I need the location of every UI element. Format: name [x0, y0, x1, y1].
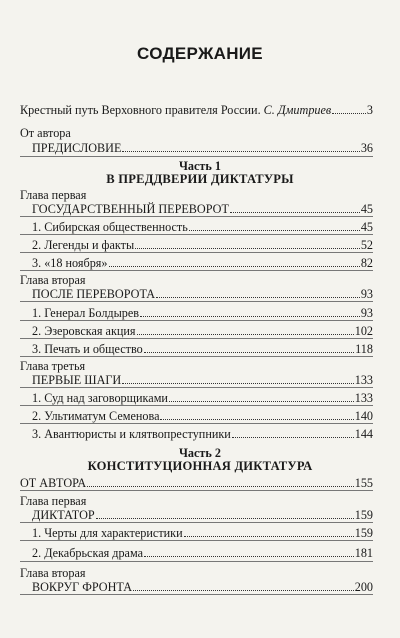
divider: [20, 216, 373, 217]
entry-title: ВОКРУГ ФРОНТА: [32, 580, 133, 594]
divider: [20, 156, 373, 157]
chapter-label: Глава вторая: [20, 273, 86, 287]
divider: [20, 270, 373, 271]
entry-title: Крестный путь Верховного правителя России.: [20, 103, 261, 117]
divider: [20, 320, 373, 321]
page-number: 155: [354, 476, 373, 490]
dot-leader: [87, 486, 354, 487]
divider: [20, 423, 373, 424]
entry-title: 2. Ультиматум Семенова: [32, 409, 160, 423]
entry-title: 2. Эзеровская акция: [32, 324, 136, 338]
part-title: КОНСТИТУЦИОННАЯ ДИКТАТУРА: [87, 459, 313, 473]
entry-title: 1. Суд над заговорщиками: [32, 391, 168, 405]
divider: [20, 540, 373, 541]
divider: [20, 234, 373, 235]
toc-entry-chapter: [32, 373, 373, 387]
dot-leader: [156, 297, 360, 298]
part-title: В ПРЕДДВЕРИИ ДИКТАТУРЫ: [106, 172, 294, 186]
entry-title: 1. Сибирская общественность: [32, 220, 188, 234]
divider: [20, 252, 373, 253]
toc-entry-chapter: [32, 508, 373, 522]
divider: [20, 356, 373, 357]
chapter-label: Глава первая: [20, 494, 87, 508]
toc-entry-section: [32, 256, 373, 270]
toc-entry-section: [32, 391, 373, 405]
toc-entry-section: [32, 238, 373, 252]
page-number: 200: [354, 580, 373, 594]
toc-entry-chapter: [32, 287, 373, 301]
entry-title: 2. Легенды и факты: [32, 238, 135, 252]
page-number: 82: [360, 256, 373, 270]
page-number: 45: [360, 220, 373, 234]
page-number: 102: [354, 324, 373, 338]
section-label-from-author: От автора: [20, 126, 71, 140]
dot-leader: [96, 518, 354, 519]
page-number: 133: [354, 391, 373, 405]
page-number: 93: [360, 287, 373, 301]
page-number: 93: [360, 306, 373, 320]
entry-title: ОТ АВТОРА: [20, 476, 87, 490]
page-title: СОДЕРЖАНИЕ: [137, 44, 263, 63]
dot-leader: [144, 352, 354, 353]
chapter-label: Глава третья: [20, 359, 86, 373]
divider: [20, 561, 373, 562]
chapter-label: Глава вторая: [20, 566, 86, 580]
page-number: 118: [355, 342, 373, 356]
page-number: 140: [354, 409, 373, 423]
page-number: 144: [354, 427, 373, 441]
toc-entry-section: [32, 324, 373, 338]
toc-entry-essay: [20, 103, 373, 117]
toc-entry-section: [32, 427, 373, 441]
dot-leader: [122, 151, 359, 152]
toc-entry-from-author: [20, 476, 373, 490]
page-number: 159: [354, 508, 373, 522]
toc-entry-section: [32, 546, 373, 560]
entry-title: 2. Декабрьская драма: [32, 546, 144, 560]
divider: [20, 301, 373, 302]
toc-entry-section: [32, 526, 373, 540]
dot-leader: [109, 266, 360, 267]
dot-leader: [122, 383, 354, 384]
dot-leader: [133, 590, 354, 591]
toc-entry-section: [32, 342, 373, 356]
chapter-label: Глава первая: [20, 188, 87, 202]
divider: [20, 522, 373, 523]
part-label: Часть 1: [178, 159, 222, 173]
entry-title: ПОСЛЕ ПЕРЕВОРОТА: [32, 287, 156, 301]
part-label: Часть 2: [178, 446, 222, 460]
divider: [20, 338, 373, 339]
page-number: 52: [360, 238, 373, 252]
dot-leader: [137, 334, 354, 335]
divider: [20, 594, 373, 595]
divider: [20, 387, 373, 388]
entry-title: ГОСУДАРСТВЕННЫЙ ПЕРЕВОРОТ: [32, 202, 229, 216]
entry-title: 3. Авантюристы и клятвопреступники: [32, 427, 231, 441]
toc-entry-chapter: [32, 580, 373, 594]
page-number: 159: [354, 526, 373, 540]
page-number: 45: [360, 202, 373, 216]
dot-leader: [169, 401, 354, 402]
dot-leader: [232, 437, 354, 438]
entry-title: 3. Печать и общество: [32, 342, 143, 356]
page-number: 3: [366, 103, 373, 117]
page-number: 36: [360, 141, 373, 155]
page-number: 133: [354, 373, 373, 387]
dot-leader: [184, 536, 354, 537]
entry-title: ДИКТАТОР: [32, 508, 95, 522]
dot-leader: [135, 248, 360, 249]
dot-leader: [160, 419, 353, 420]
dot-leader: [144, 556, 354, 557]
toc-entry-section: [32, 220, 373, 234]
toc-entry-section: [32, 306, 373, 320]
dot-leader: [332, 113, 366, 114]
entry-title: 3. «18 ноября»: [32, 256, 108, 270]
divider: [20, 405, 373, 406]
dot-leader: [230, 212, 360, 213]
dot-leader: [189, 230, 360, 231]
entry-title: ПРЕДИСЛОВИЕ: [32, 141, 122, 155]
page-number: 181: [354, 546, 373, 560]
entry-title: 1. Генерал Болдырев: [32, 306, 140, 320]
toc-entry-preface: [32, 141, 373, 155]
entry-author: С. Дмитриев: [263, 103, 332, 117]
divider: [20, 490, 373, 491]
toc-entry-chapter: [32, 202, 373, 216]
dot-leader: [140, 316, 360, 317]
entry-title: 1. Черты для характеристики: [32, 526, 183, 540]
entry-title: ПЕРВЫЕ ШАГИ: [32, 373, 122, 387]
toc-entry-section: [32, 409, 373, 423]
